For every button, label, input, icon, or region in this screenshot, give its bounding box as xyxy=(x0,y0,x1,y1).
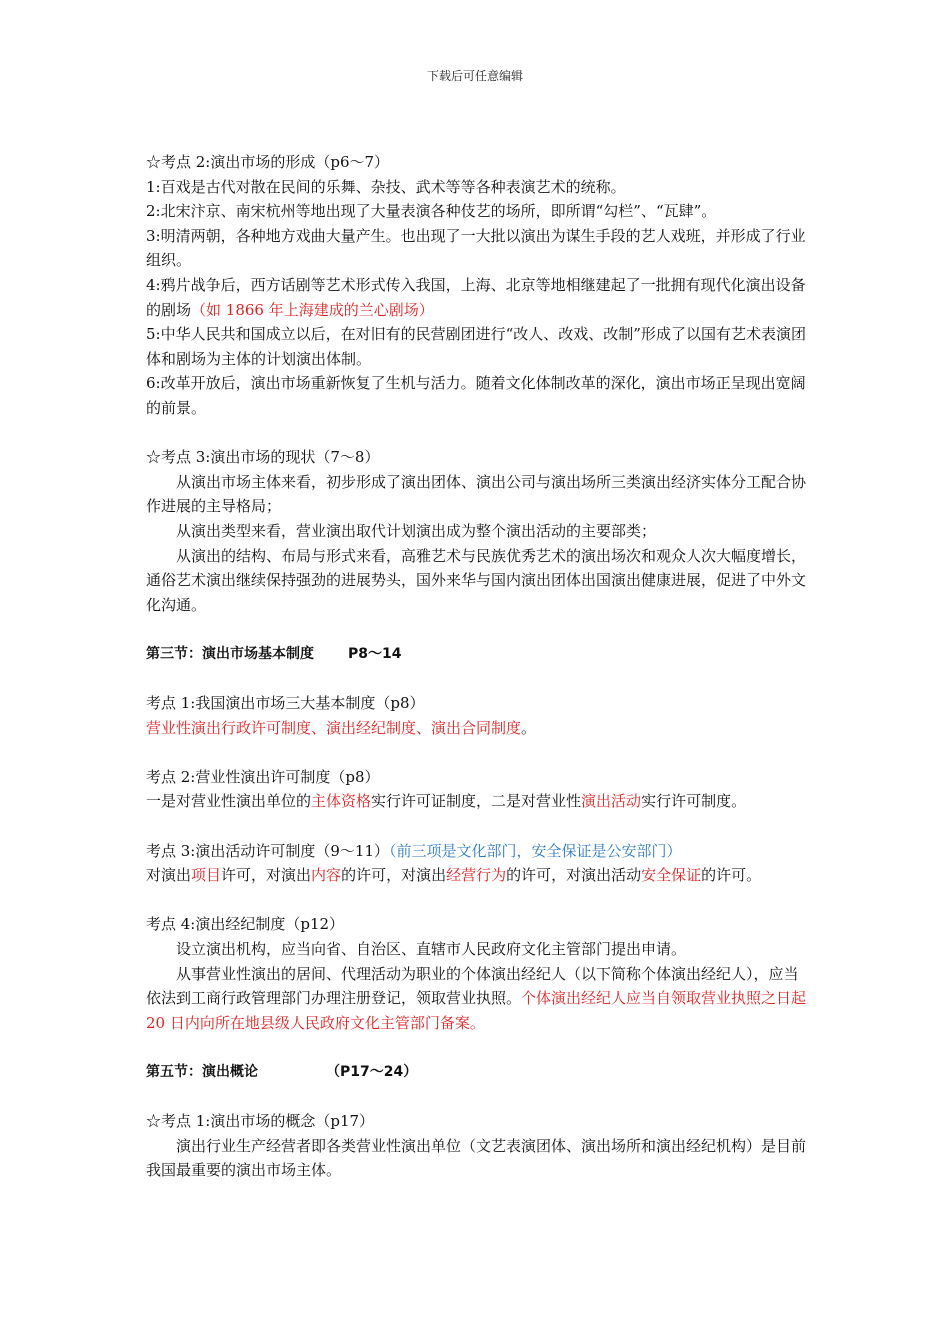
section-heading xyxy=(146,642,810,667)
section-pages: P8～14 xyxy=(348,645,402,662)
paragraph-text: 实行许可制度。 xyxy=(641,792,747,811)
paragraph-text: 4:鸦片战争后，西方话剧等艺术形式传入我国，上海、北京等地相继建起了一批拥有现代化演出设备的剧场 xyxy=(146,275,806,319)
paragraph: 从演出市场主体来看，初步形成了演出团体、演出公司与演出场所三类演出经济实体分工配合协作进展的主导格局； xyxy=(146,472,807,516)
paragraph-text: 的许可。 xyxy=(701,866,762,885)
paragraph: 从演出类型来看，营业演出取代计划演出成为整个演出活动的主要部类； xyxy=(176,521,657,540)
document-body xyxy=(146,150,810,1183)
highlight-red: 个体演出经纪人应当自领取营业执照之日起 20 日内向所在地县级人民政府文化主管部门备案。 xyxy=(146,989,807,1032)
paragraph-text: 的许可，对演出活动 xyxy=(506,866,642,885)
highlight-red: 演出活动 xyxy=(581,792,642,811)
highlight-red: 主体资格 xyxy=(311,792,372,811)
exam-point-title xyxy=(146,839,810,864)
section-title: 第五节：演出概论 xyxy=(146,1063,258,1080)
page-header: 下载后可任意编辑 xyxy=(426,69,523,83)
paragraph-text: 。 xyxy=(521,718,537,737)
exam-point-title: 考点 1:我国演出市场三大基本制度（p8） xyxy=(146,694,425,713)
exam-point-title: ☆考点 2:演出市场的形成（p6～7） xyxy=(146,153,390,171)
paragraph: 5:中华人民共和国成立以后，在对旧有的民营剧团进行“改人、改戏、改制”形成了以国有艺术表演团体和剧场为主体的计划演出体制。 xyxy=(146,325,806,368)
paragraph-text: 的许可，对演出 xyxy=(341,866,447,885)
section-heading xyxy=(146,1060,810,1085)
paragraph: 6:改革开放后，演出市场重新恢复了生机与活力。随着文化体制改革的深化，演出市场正呈现出宽阔的前景。 xyxy=(146,374,806,417)
highlight-red: 项目 xyxy=(191,866,222,885)
paragraph: 2:北宋汴京、南宋杭州等地出现了大量表演各种伎艺的场所，即所谓“勾栏”、“瓦肆”。 xyxy=(146,202,717,221)
highlight-blue: （前三项是文化部门，安全保证是公安部门） xyxy=(389,841,682,860)
paragraph xyxy=(146,273,810,322)
highlight-red: 营业性演出行政许可制度、演出经纪制度、演出合同制度 xyxy=(146,718,522,737)
paragraph-text: 从事营业性演出的居间、代理活动为职业的个体演出经纪人（以下简称个体演出经纪人），应当依法到工商行政管理部门办理注册登记，领取营业执照。 xyxy=(146,964,799,1008)
paragraph xyxy=(146,716,810,741)
paragraph-text: 一是对营业性演出单位的 xyxy=(146,792,312,811)
highlight-red: 经营行为 xyxy=(446,866,507,885)
paragraph xyxy=(146,962,810,1036)
exam-point-title: 考点 2:营业性演出许可制度（p8） xyxy=(146,767,380,786)
paragraph: 从演出的结构、布局与形式来看，高雅艺术与民族优秀艺术的演出场次和观众人次大幅度增长，通俗艺术演出继续保持强劲的进展势头，国外来华与国内演出团体出国演出健康进展，促进了中外文化沟通。 xyxy=(146,546,807,614)
paragraph: 演出行业生产经营者即各类营业性演出单位（文艺表演团体、演出场所和演出经纪机构）是目前我国最重要的演出市场主体。 xyxy=(146,1136,807,1180)
paragraph: 设立演出机构，应当向省、自治区、直辖市人民政府文化主管部门提出申请。 xyxy=(176,940,687,958)
paragraph-text: 许可，对演出 xyxy=(221,866,312,885)
paragraph-text: 对演出 xyxy=(146,866,192,885)
exam-point-label: 考点 3:演出活动许可制度（9～11） xyxy=(146,841,389,860)
paragraph xyxy=(146,863,810,888)
paragraph xyxy=(146,789,810,814)
section-pages: （P17～24） xyxy=(326,1063,418,1080)
section-title: 第三节：演出市场基本制度 xyxy=(146,645,314,662)
paragraph: 1:百戏是古代对散在民间的乐舞、杂技、武术等等各种表演艺术的统称。 xyxy=(146,177,626,196)
highlight-red: 内容 xyxy=(311,866,342,885)
exam-point-title: ☆考点 1:演出市场的概念（p17） xyxy=(146,1112,375,1131)
exam-point-title: 考点 4:演出经纪制度（p12） xyxy=(146,915,345,934)
highlight-red: 安全保证 xyxy=(641,866,702,885)
highlight-red: （如 1866 年上海建成的兰心剧场） xyxy=(191,300,434,319)
paragraph-text: 实行许可证制度，二是对营业性 xyxy=(371,792,582,811)
exam-point-title: ☆考点 3:演出市场的现状（7～8） xyxy=(146,448,380,467)
paragraph: 3:明清两朝，各种地方戏曲大量产生。也出现了一大批以演出为谋生手段的艺人戏班，并形成了行业组织。 xyxy=(146,226,806,270)
